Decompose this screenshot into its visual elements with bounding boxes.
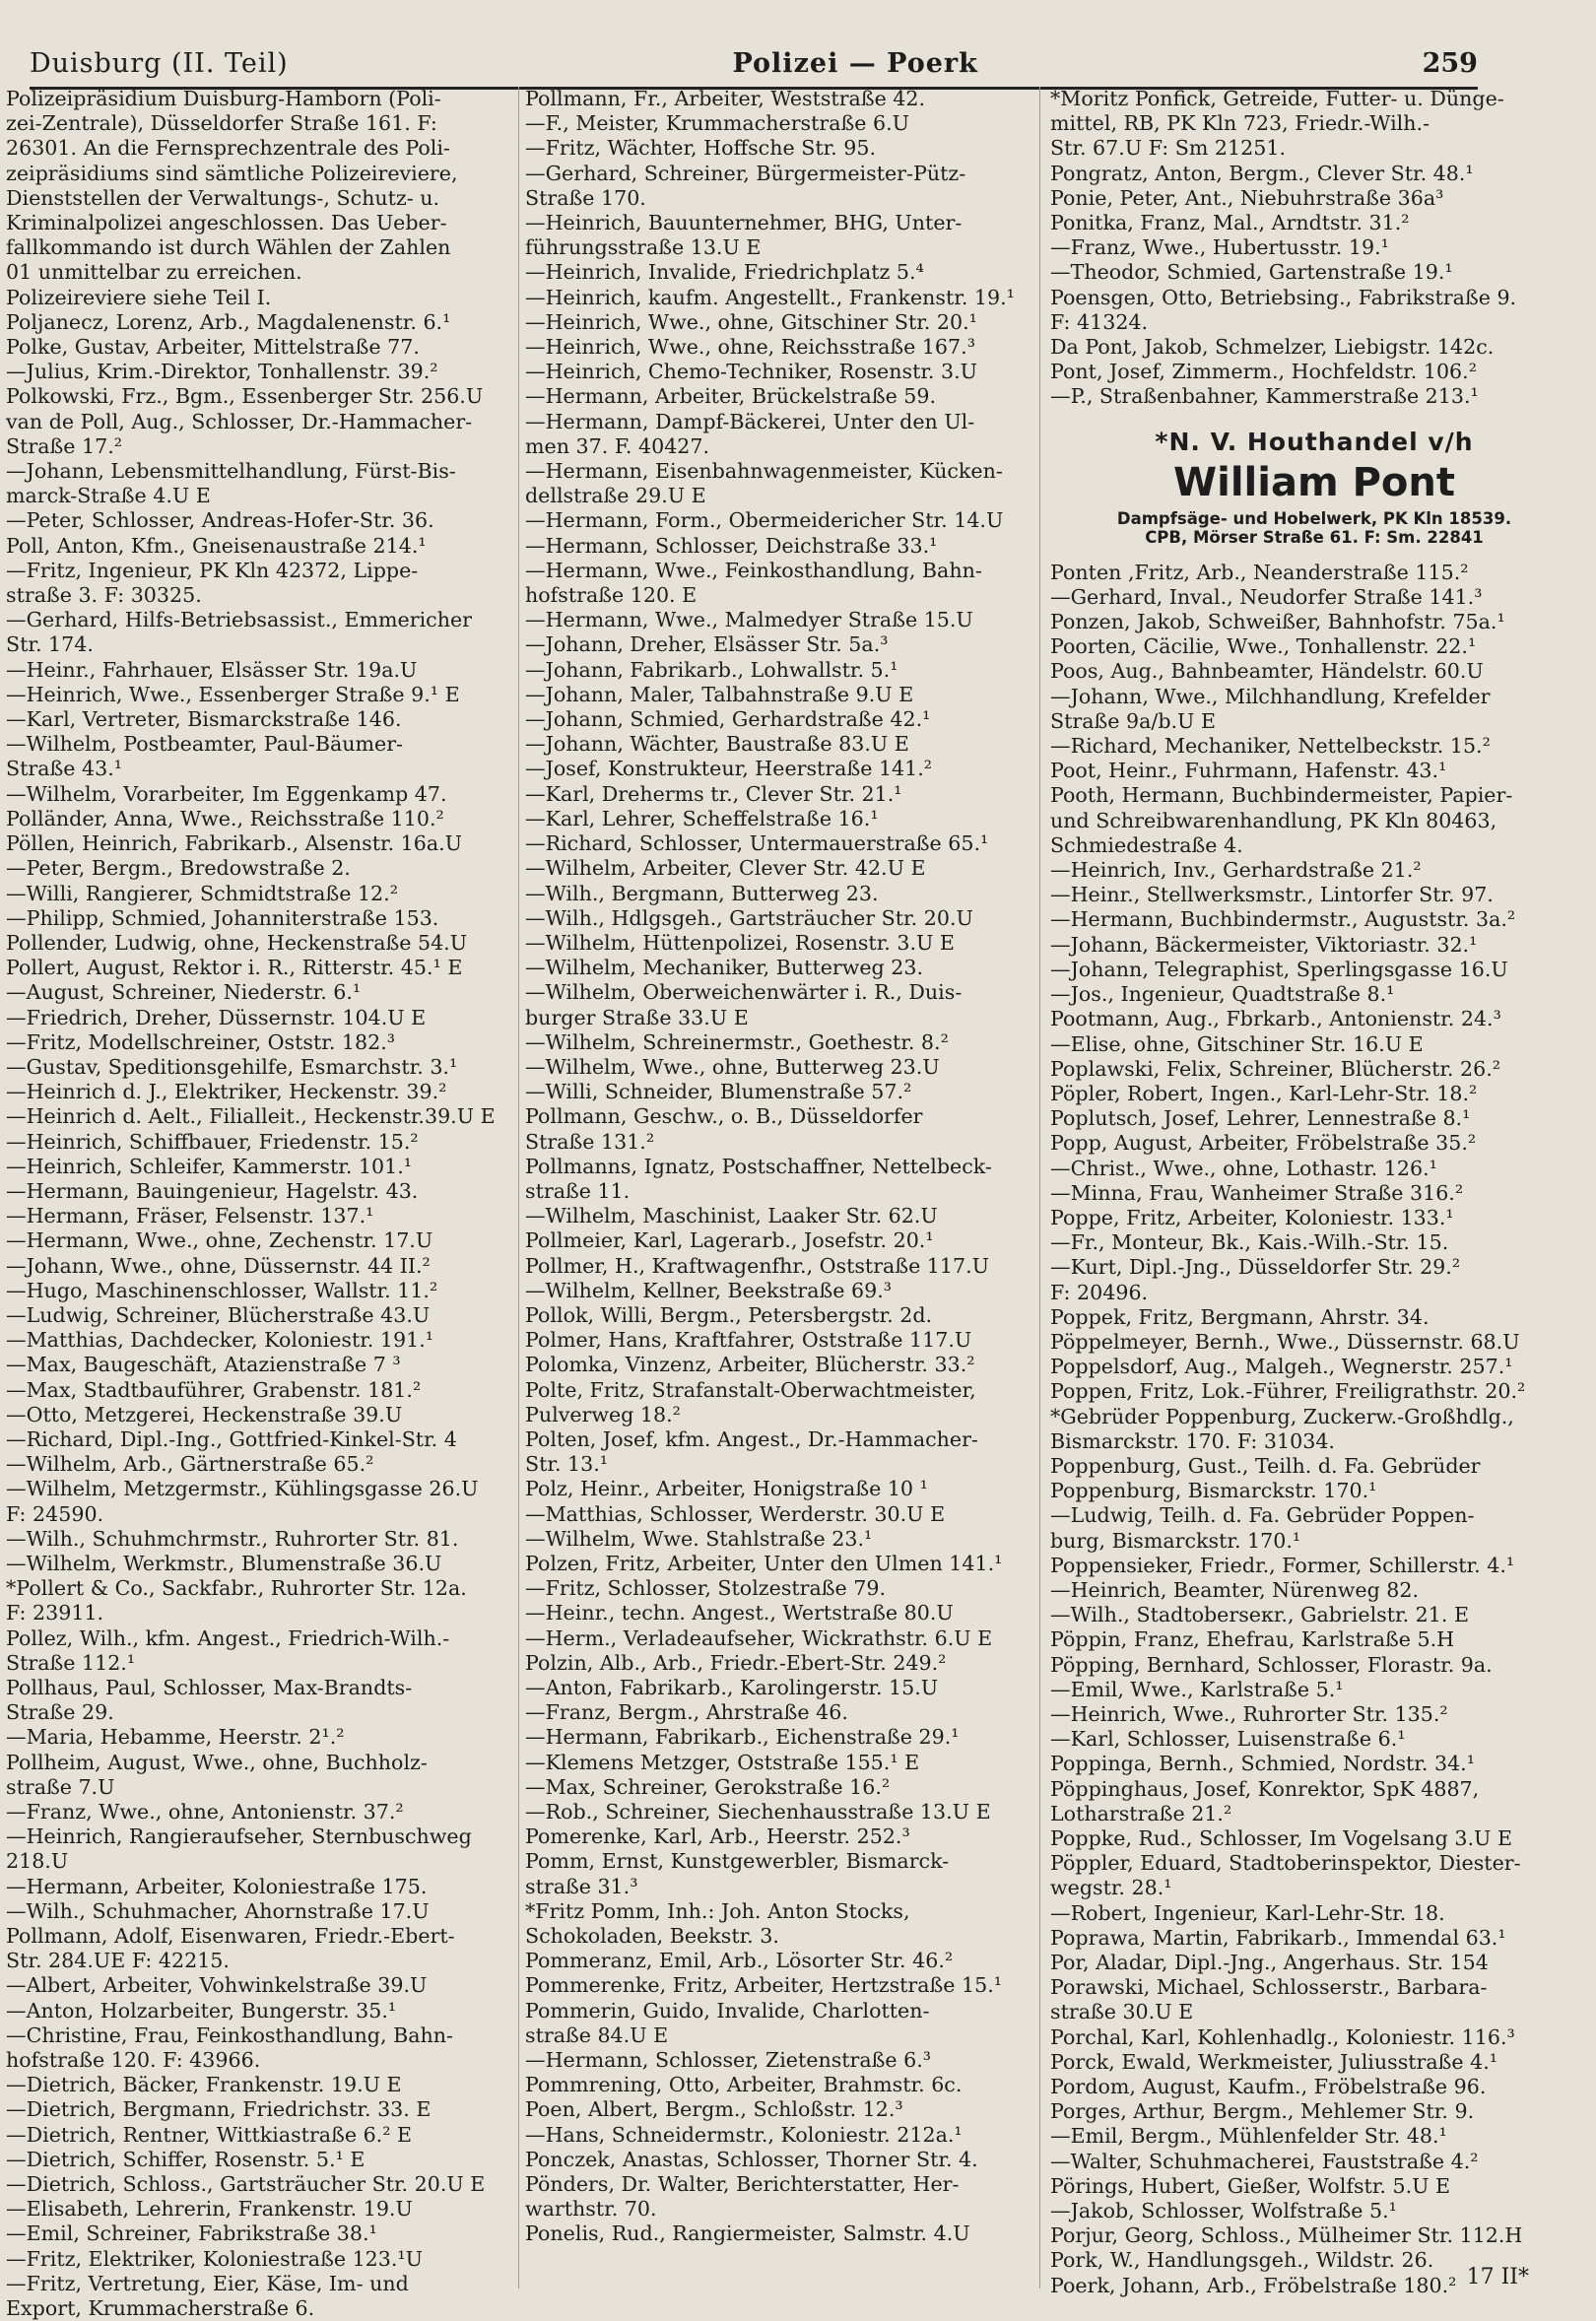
- directory-entry: Da Pont, Jakob, Schmelzer, Liebigstr. 142c.: [1050, 335, 1495, 360]
- directory-entry: —Julius, Krim.-Direktor, Tonhallenstr. 39.²: [6, 360, 438, 384]
- directory-entry: —Peter, Bergm., Bredowstraße 2.: [6, 856, 351, 881]
- directory-entry: Poppe, Fritz, Arbeiter, Koloniestr. 133.¹: [1050, 1205, 1454, 1229]
- directory-entry: —Heinrich d. Aelt., Filialleit., Heckenstr.39.U E: [6, 1104, 496, 1129]
- directory-entry: *Fritz Pomm, Inh.: Joh. Anton Stocks,: [525, 1898, 910, 1923]
- directory-entry: Pulverweg 18.²: [525, 1402, 681, 1426]
- directory-entry: —Heinrich, Wwe., Essenberger Straße 9.¹ E: [6, 682, 460, 706]
- directory-entry: Poll, Anton, Kfm., Gneisenaustraße 214.¹: [6, 533, 427, 558]
- footer-signature: 17 II*: [1466, 2265, 1529, 2289]
- directory-entry: Bismarckstr. 170. F: 31034.: [1050, 1428, 1335, 1453]
- directory-entry: —Elise, ohne, Gitschiner Str. 16.U E: [1050, 1031, 1424, 1056]
- column-right-top: [1050, 87, 1578, 410]
- directory-entry: —Ludwig, Teilh. d. Fa. Gebrüder Poppen-: [1050, 1503, 1475, 1528]
- directory-entry: Pörings, Hubert, Gießer, Wolfstr. 5.U E: [1050, 2173, 1451, 2198]
- directory-entry: Straße 17.²: [6, 433, 123, 458]
- directory-entry: Pork, W., Handlungsgeh., Wildstr. 26.: [1050, 2248, 1434, 2273]
- directory-entry: Porawski, Michael, Schlosserstr., Barbara-: [1050, 1975, 1488, 2000]
- directory-entry: —Anton, Fabrikarb., Karolingerstr. 15.U: [525, 1676, 939, 1699]
- directory-entry: —Fritz, Vertretung, Eier, Käse, Im- und: [6, 2271, 409, 2295]
- directory-entry: —Max, Schreiner, Gerokstraße 16.²: [525, 1774, 891, 1799]
- directory-entry: Poprawa, Martin, Fabrikarb., Immendal 63.¹: [1050, 1925, 1506, 1950]
- directory-entry: —Fritz, Modellschreiner, Oststr. 182.³: [6, 1029, 396, 1054]
- directory-entry: —Fritz, Schlosser, Stolzestraße 79.: [525, 1576, 887, 1601]
- directory-entry: —Wilh., Hdlgsgeh., Gartsträucher Str. 20.U: [525, 905, 973, 930]
- directory-entry: Str. 13.¹: [525, 1452, 609, 1477]
- directory-entry: Pommeranz, Emil, Arb., Lösorter Str. 46.²: [525, 1949, 954, 1973]
- directory-entry: Poensgen, Otto, Betriebsing., Fabrikstraße 9.: [1050, 285, 1517, 309]
- directory-entry: —Johann, Wwe., Milchhandlung, Krefelder: [1050, 684, 1491, 708]
- directory-entry: —Johann, Maler, Talbahnstraße 9.U E: [525, 682, 914, 706]
- directory-entry: Straße 170.: [525, 185, 646, 210]
- directory-entry: Pöpping, Bernhard, Schlosser, Florastr. 9a.: [1050, 1652, 1493, 1677]
- directory-entry: Pollender, Ludwig, ohne, Heckenstraße 54.U: [6, 930, 468, 955]
- directory-entry: —Johann, Schmied, Gerhardstraße 42.¹: [525, 707, 931, 732]
- directory-entry: —Maria, Hebamme, Heerstr. 2¹.²: [6, 1725, 345, 1750]
- directory-entry: Pollmer, H., Kraftwagenfhr., Oststraße 117.U: [525, 1253, 990, 1278]
- directory-entry: —Dietrich, Bäcker, Frankenstr. 19.U E: [6, 2073, 402, 2097]
- directory-entry: —Willi, Rangierer, Schmidtstraße 12.²: [6, 881, 398, 905]
- directory-entry: Str. 284.UE F: 42215.: [6, 1949, 230, 1973]
- directory-entry: —Wilhelm, Arb., Gärtnerstraße 65.²: [6, 1452, 374, 1477]
- directory-entry: —Hermann, Arbeiter, Koloniestraße 175.: [6, 1874, 428, 1898]
- directory-entry: —Friedrich, Dreher, Düssernstr. 104.U E: [6, 1005, 427, 1029]
- directory-entry: —Gustav, Speditionsgehilfe, Esmarchstr. 3.¹: [6, 1054, 458, 1079]
- directory-entry: —Hermann, Fräser, Felsenstr. 137.¹: [6, 1204, 374, 1228]
- directory-entry: Pootmann, Aug., Fbrkarb., Antonienstr. 24.³: [1050, 1007, 1501, 1031]
- directory-entry: wegstr. 28.¹: [1050, 1876, 1172, 1900]
- directory-entry: —Hermann, Arbeiter, Brückelstraße 59.: [525, 384, 937, 409]
- directory-entry: Polizeipräsidium Duisburg-Hamborn (Poli-: [6, 87, 441, 110]
- directory-entry: *Gebrüder Poppenburg, Zuckerw.-Großhdlg.,: [1050, 1404, 1514, 1428]
- directory-entry: —Hermann, Fabrikarb., Eichenstraße 29.¹: [525, 1725, 960, 1750]
- column-right-bottom: [1050, 561, 1578, 2298]
- directory-entry: Poerk, Johann, Arb., Fröbelstraße 180.²: [1050, 2273, 1457, 2297]
- directory-entry: Poppenburg, Bismarckstr. 170.¹: [1050, 1479, 1377, 1503]
- directory-entry: Pollheim, August, Wwe., ohne, Buchholz-: [6, 1750, 428, 1774]
- directory-entry: Pöppin, Franz, Ehefrau, Karlstraße 5.H: [1050, 1627, 1455, 1652]
- directory-entry: Popp, August, Arbeiter, Fröbelstraße 35.²: [1050, 1131, 1477, 1156]
- directory-entry: —Heinrich, Wwe., ohne, Gitschiner Str. 20.¹: [525, 309, 977, 334]
- directory-entry: Polländer, Anna, Wwe., Reichsstraße 110.²: [6, 806, 444, 830]
- directory-entry: Kriminalpolizei angeschlossen. Das Ueber-: [6, 211, 447, 235]
- directory-entry: und Schreibwarenhandlung, PK Kln 80463,: [1050, 808, 1497, 832]
- directory-entry: straße 11.: [525, 1178, 631, 1203]
- directory-entry: —Johann, Fabrikarb., Lohwallstr. 5.¹: [525, 657, 898, 682]
- directory-entry: —Wilhelm, Wwe., ohne, Butterweg 23.U: [525, 1054, 940, 1079]
- directory-entry: F: 23911.: [6, 1601, 104, 1625]
- directory-entry: F: 24590.: [6, 1501, 104, 1526]
- directory-entry: —Heinrich, Schiffbauer, Friedenstr. 15.²: [6, 1129, 419, 1154]
- ad-name: William Pont: [1173, 459, 1455, 505]
- directory-entry: Poppelsdorf, Aug., Malgeh., Wegnerstr. 257.¹: [1050, 1355, 1513, 1379]
- directory-entry: —Wilhelm, Metzgermstr., Kühlingsgasse 26.U: [6, 1477, 479, 1501]
- directory-entry: —Johann, Dreher, Elsässer Str. 5a.³: [525, 632, 889, 657]
- directory-entry: —Heinrich, Wwe., Ruhrorter Str. 135.²: [1050, 1701, 1448, 1726]
- directory-entry: —Wilhelm, Arbeiter, Clever Str. 42.U E: [525, 856, 926, 881]
- directory-entry: Poen, Albert, Bergm., Schloßstr. 12.³: [525, 2097, 903, 2122]
- directory-entry: Polmer, Hans, Kraftfahrer, Oststraße 117.U: [525, 1328, 972, 1353]
- directory-entry: —Wilh., Schuhmacher, Ahornstraße 17.U: [6, 1898, 430, 1923]
- directory-entry: —Matthias, Schlosser, Werderstr. 30.U E: [525, 1501, 946, 1526]
- directory-entry: —Hermann, Wwe., Feinkosthandlung, Bahn-: [525, 558, 982, 582]
- directory-entry: warthstr. 70.: [525, 2197, 657, 2222]
- directory-entry: —Robert, Ingenieur, Karl-Lehr-Str. 18.: [1050, 1900, 1445, 1925]
- directory-entry: —Wilhelm, Vorarbeiter, Im Eggenkamp 47.: [6, 781, 447, 806]
- directory-entry: —Emil, Schreiner, Fabrikstraße 38.¹: [6, 2222, 377, 2246]
- directory-entry: Poppinga, Bernh., Schmied, Nordstr. 34.¹: [1050, 1752, 1475, 1776]
- ad-address: CPB, Mörser Straße 61. F: Sm. 22841: [1145, 527, 1484, 547]
- directory-entry: —P., Straßenbahner, Kammerstraße 213.¹: [1050, 384, 1479, 409]
- directory-entry: —Heinrich, Rangieraufseher, Sternbuschweg: [6, 1824, 472, 1849]
- directory-entry: Poplutsch, Josef, Lehrer, Lennestraße 8.¹: [1050, 1106, 1471, 1131]
- directory-entry: —Albert, Arbeiter, Vohwinkelstraße 39.U: [6, 1973, 428, 1998]
- directory-entry: —Wilhelm, Maschinist, Laaker Str. 62.U: [525, 1204, 938, 1228]
- directory-entry: Polzen, Fritz, Arbeiter, Unter den Ulmen 141.¹: [525, 1551, 1003, 1575]
- directory-entry: Str. 174.: [6, 632, 94, 657]
- directory-entry: —Gerhard, Inval., Neudorfer Straße 141.³: [1050, 584, 1483, 609]
- directory-entry: hofstraße 120. F: 43966.: [6, 2048, 261, 2073]
- directory-entry: Porchal, Karl, Kohlenhadlg., Koloniestr. 116.³: [1050, 2024, 1515, 2049]
- directory-entry: van de Poll, Aug., Schlosser, Dr.-Hammacher-: [6, 409, 473, 433]
- directory-entry: —Fr., Monteur, Bk., Kais.-Wilh.-Str. 15.: [1050, 1230, 1449, 1255]
- directory-entry: —Hermann, Dampf-Bäckerei, Unter den Ul-: [525, 409, 975, 433]
- directory-entry: —Heinrich, kaufm. Angestellt., Frankenstr. 19.¹: [525, 285, 1015, 309]
- directory-entry: —Herm., Verladeaufseher, Wickrathstr. 6.U E: [525, 1625, 993, 1650]
- directory-entry: Polz, Heinr., Arbeiter, Honigstraße 10 ¹: [525, 1477, 928, 1501]
- directory-entry: Poppen, Fritz, Lok.-Führer, Freiligrathstr. 20.²: [1050, 1379, 1526, 1404]
- directory-entry: —Christ., Wwe., ohne, Lothastr. 126.¹: [1050, 1156, 1437, 1180]
- columns: [6, 87, 1582, 2321]
- directory-entry: —Christine, Frau, Feinkosthandlung, Bahn-: [6, 2023, 453, 2047]
- directory-entry: Pollmann, Fr., Arbeiter, Weststraße 42.: [525, 87, 926, 110]
- directory-entry: Poppensieker, Friedr., Former, Schillerstr. 4.¹: [1050, 1553, 1515, 1577]
- directory-entry: —Heinr., Stellwerksmstr., Lintorfer Str. 97.: [1050, 883, 1494, 907]
- directory-entry: men 37. F. 40427.: [525, 433, 710, 458]
- directory-entry: —Minna, Frau, Wanheimer Straße 316.²: [1050, 1180, 1464, 1205]
- advertisement: [1050, 428, 1578, 547]
- directory-entry: —Dietrich, Schloss., Gartsträucher Str. 20.U E: [6, 2172, 486, 2197]
- directory-entry: fallkommando ist durch Wählen der Zahlen: [6, 235, 451, 260]
- column-right: [1039, 87, 1578, 2297]
- directory-entry: —Hermann, Wwe., Malmedyer Straße 15.U: [525, 608, 973, 632]
- directory-entry: Ponten ,Fritz, Arb., Neanderstraße 115.²: [1050, 560, 1469, 584]
- directory-entry: Pont, Josef, Zimmerm., Hochfeldstr. 106.²: [1050, 360, 1477, 384]
- directory-entry: —Philipp, Schmied, Johanniterstraße 153.: [6, 905, 439, 930]
- directory-entry: Schokoladen, Beekstr. 3.: [525, 1924, 779, 1949]
- directory-entry: —Matthias, Dachdecker, Koloniestr. 191.¹: [6, 1328, 434, 1353]
- directory-entry: Straße 131.²: [525, 1129, 655, 1154]
- directory-entry: —Heinrich, Beamter, Nürenweg 82.: [1050, 1577, 1420, 1602]
- directory-entry: Pollmann, Adolf, Eisenwaren, Friedr.-Ebert-: [6, 1924, 455, 1949]
- directory-entry: führungsstraße 13.U E: [525, 235, 762, 260]
- directory-entry: —Otto, Metzgerei, Heckenstraße 39.U: [6, 1402, 403, 1426]
- directory-entry: Pöppler, Eduard, Stadtoberinspektor, Diester-: [1050, 1851, 1521, 1876]
- directory-entry: —Wilhelm, Wwe. Stahlstraße 23.¹: [525, 1526, 873, 1551]
- directory-entry: —Josef, Konstrukteur, Heerstraße 141.²: [525, 757, 933, 781]
- directory-entry: *Moritz Ponfick, Getreide, Futter- u. Dünge-: [1050, 87, 1504, 110]
- directory-entry: —Johann, Wächter, Baustraße 83.U E: [525, 732, 909, 757]
- directory-entry: Straße 43.¹: [6, 757, 123, 781]
- directory-entry: Pollmann, Geschw., o. B., Düsseldorfer: [525, 1104, 923, 1129]
- directory-entry: Pomerenke, Karl, Arb., Heerstr. 252.³: [525, 1824, 910, 1849]
- directory-entry: —Rob., Schreiner, Siechenhausstraße 13.U E: [525, 1800, 991, 1824]
- directory-entry: —Hans, Schneidermstr., Koloniestr. 212a.¹: [525, 2122, 963, 2147]
- directory-entry: burg, Bismarckstr. 170.¹: [1050, 1528, 1301, 1553]
- directory-entry: —Dietrich, Schiffer, Rosenstr. 5.¹ E: [6, 2147, 366, 2171]
- column-middle: [518, 87, 1039, 2288]
- directory-entry: —Fritz, Ingenieur, PK Kln 42372, Lippe-: [6, 558, 419, 582]
- directory-entry: Ponelis, Rud., Rangiermeister, Salmstr. 4.U: [525, 2222, 970, 2246]
- directory-entry: Pommerenke, Fritz, Arbeiter, Hertzstraße 15.¹: [525, 1973, 1003, 1998]
- directory-entry: —Jos., Ingenieur, Quadtstraße 8.¹: [1050, 982, 1395, 1007]
- directory-entry: —Ludwig, Schreiner, Blücherstraße 43.U: [6, 1302, 431, 1327]
- directory-entry: Porck, Ewald, Werkmeister, Juliusstraße 4.¹: [1050, 2049, 1498, 2074]
- directory-entry: straße 84.U E: [525, 2023, 669, 2047]
- directory-entry: Poplawski, Felix, Schreiner, Blücherstr. 26.²: [1050, 1056, 1501, 1081]
- directory-entry: —Wilhelm, Hüttenpolizei, Rosenstr. 3.U E: [525, 930, 955, 955]
- directory-entry: —Richard, Dipl.-Ing., Gottfried-Kinkel-Str. 4: [6, 1426, 457, 1451]
- directory-entry: Dienststellen der Verwaltungs-, Schutz- u.: [6, 185, 440, 210]
- directory-entry: Pollez, Wilh., kfm. Angest., Friedrich-Wilh.-: [6, 1625, 450, 1650]
- directory-entry: Pommrening, Otto, Arbeiter, Brahmstr. 6c.: [525, 2073, 963, 2097]
- directory-entry: hofstraße 120. E: [525, 583, 698, 608]
- directory-entry: —Franz, Wwe., Hubertusstr. 19.¹: [1050, 235, 1389, 260]
- directory-entry: Pongratz, Anton, Bergm., Clever Str. 48.¹: [1050, 161, 1474, 185]
- directory-entry: Pollert, August, Rektor i. R., Ritterstr. 45.¹ E: [6, 956, 463, 980]
- header-city: Duisburg (II. Teil): [30, 47, 289, 79]
- directory-entry: —Max, Stadtbauführer, Grabenstr. 181.²: [6, 1377, 422, 1402]
- directory-entry: Poppke, Rud., Schlosser, Im Vogelsang 3.U E: [1050, 1826, 1512, 1850]
- directory-entry: —August, Schreiner, Niederstr. 6.¹: [6, 980, 362, 1005]
- directory-entry: —Franz, Wwe., ohne, Antonienstr. 37.²: [6, 1800, 404, 1824]
- directory-entry: Straße 112.¹: [6, 1650, 136, 1675]
- directory-entry: —Hermann, Bauingenieur, Hagelstr. 43.: [6, 1178, 419, 1203]
- directory-entry: —Heinrich d. J., Elektriker, Heckenstr. 39.²: [6, 1080, 447, 1104]
- directory-entry: —Karl, Vertreter, Bismarckstraße 146.: [6, 707, 402, 732]
- directory-entry: Poljanecz, Lorenz, Arb., Magdalenenstr. 6.¹: [6, 309, 451, 334]
- directory-entry: Str. 67.U F: Sm 21251.: [1050, 136, 1286, 161]
- directory-entry: —Jakob, Schlosser, Wolfstraße 5.¹: [1050, 2199, 1397, 2223]
- directory-entry: —Hermann, Schlosser, Zietenstraße 6.³: [525, 2048, 932, 2073]
- directory-entry: Ponitka, Franz, Mal., Arndtstr. 31.²: [1050, 211, 1410, 235]
- directory-entry: burger Straße 33.U E: [525, 1005, 749, 1029]
- directory-entry: —Heinr., Fahrhauer, Elsässer Str. 19a.U: [6, 657, 418, 682]
- directory-entry: —Fritz, Wächter, Hoffsche Str. 95.: [525, 136, 877, 161]
- directory-entry: straße 31.³: [525, 1874, 638, 1898]
- directory-entry: —Richard, Mechaniker, Nettelbeckstr. 15.²: [1050, 734, 1491, 759]
- directory-entry: Lotharstraße 21.²: [1050, 1801, 1232, 1825]
- directory-entry: Poppek, Fritz, Bergmann, Ahrstr. 34.: [1050, 1304, 1430, 1329]
- directory-entry: —Gerhard, Hilfs-Betriebsassist., Emmericher: [6, 608, 473, 632]
- directory-entry: 218.U: [6, 1849, 69, 1874]
- directory-entry: —Emil, Wwe., Karlstraße 5.¹: [1050, 1677, 1344, 1701]
- directory-entry: —Emil, Bergm., Mühlenfelder Str. 48.¹: [1050, 2124, 1447, 2149]
- directory-entry: marck-Straße 4.U E: [6, 484, 211, 508]
- directory-entry: Pollmeier, Karl, Lagerarb., Josefstr. 20.¹: [525, 1228, 934, 1253]
- directory-entry: —Hermann, Eisenbahnwagenmeister, Kücken-: [525, 459, 1003, 484]
- directory-entry: —Wilhelm, Schreinermstr., Goethestr. 8.²: [525, 1029, 949, 1054]
- directory-entry: —Wilh., Bergmann, Butterweg 23.: [525, 881, 879, 905]
- directory-entry: —Karl, Lehrer, Scheffelstraße 16.¹: [525, 806, 879, 830]
- directory-entry: —Heinrich, Bauunternehmer, BHG, Unter-: [525, 211, 963, 235]
- directory-entry: Pollmanns, Ignatz, Postschaffner, Nettelbeck-: [525, 1154, 992, 1178]
- directory-entry: Polkowski, Frz., Bgm., Essenberger Str. 256.U: [6, 384, 484, 409]
- directory-entry: Ponie, Peter, Ant., Niebuhrstraße 36a³: [1050, 185, 1444, 210]
- directory-entry: —Johann, Telegraphist, Sperlingsgasse 16.U: [1050, 957, 1508, 981]
- directory-entry: —Anton, Holzarbeiter, Bungerstr. 35.¹: [6, 1998, 397, 2023]
- directory-entry: Ponzen, Jakob, Schweißer, Bahnhofstr. 75a.¹: [1050, 610, 1505, 634]
- directory-entry: —Franz, Bergm., Ahrstraße 46.: [525, 1700, 848, 1725]
- directory-entry: —Heinrich, Inv., Gerhardstraße 21.²: [1050, 858, 1422, 883]
- directory-entry: dellstraße 29.U E: [525, 484, 706, 508]
- directory-entry: —Theodor, Schmied, Gartenstraße 19.¹: [1050, 260, 1453, 285]
- directory-entry: —Wilhelm, Postbeamter, Paul-Bäumer-: [6, 732, 404, 757]
- directory-entry: —Heinr., techn. Angest., Wertstraße 80.U: [525, 1601, 954, 1625]
- directory-entry: Pollok, Willi, Bergm., Petersbergstr. 2d.: [525, 1302, 933, 1327]
- directory-entry: Straße 29.: [6, 1700, 114, 1725]
- directory-entry: —Heinrich, Invalide, Friedrichplatz 5.⁴: [525, 260, 924, 285]
- directory-entry: —F., Meister, Krummacherstraße 6.U: [525, 111, 909, 136]
- directory-entry: —Heinrich, Chemo-Techniker, Rosenstr. 3.U: [525, 360, 978, 384]
- directory-entry: —Fritz, Elektriker, Koloniestraße 123.¹U: [6, 2246, 424, 2271]
- directory-entry: —Peter, Schlosser, Andreas-Hofer-Str. 36.: [6, 508, 434, 533]
- directory-entry: —Johann, Lebensmittelhandlung, Fürst-Bis-: [6, 459, 456, 484]
- directory-entry: F: 41324.: [1050, 309, 1149, 334]
- directory-entry: Pooth, Hermann, Buchbindermeister, Papier-: [1050, 783, 1513, 808]
- column-left: [6, 87, 518, 2321]
- directory-entry: F: 20496.: [1050, 1280, 1149, 1304]
- directory-entry: Pöppelmeyer, Bernh., Wwe., Düssernstr. 68.U: [1050, 1329, 1520, 1354]
- directory-entry: Pordom, August, Kaufm., Fröbelstraße 96.: [1050, 2075, 1487, 2099]
- directory-entry: Pommerin, Guido, Invalide, Charlotten-: [525, 1998, 930, 2023]
- directory-entry: —Hermann, Buchbindermstr., Auguststr. 3a.²: [1050, 907, 1516, 932]
- directory-entry: —Walter, Schuhmacherei, Fauststraße 4.²: [1050, 2149, 1479, 2173]
- directory-entry: Polte, Fritz, Strafanstalt-Oberwachtmeister,: [525, 1377, 976, 1402]
- directory-entry: —Hermann, Form., Obermeidericher Str. 14.U: [525, 508, 1004, 533]
- directory-entry: Por, Aladar, Dipl.-Jng., Angerhaus. Str. 154: [1050, 1951, 1489, 1975]
- ad-company: *N. V. Houthandel v/h: [1155, 427, 1474, 456]
- directory-entry: Pöpler, Robert, Ingen., Karl-Lehr-Str. 18.²: [1050, 1081, 1478, 1105]
- directory-entry: —Johann, Wwe., ohne, Düssernstr. 44 II.²: [6, 1253, 431, 1278]
- directory-entry: straße 30.U E: [1050, 2000, 1194, 2024]
- directory-entry: —Wilhelm, Mechaniker, Butterweg 23.: [525, 956, 924, 980]
- directory-entry: —Richard, Schlosser, Untermauerstraße 65.¹: [525, 831, 989, 856]
- directory-entry: Polke, Gustav, Arbeiter, Mittelstraße 77.: [6, 335, 420, 360]
- ad-business: Dampfsäge- und Hobelwerk, PK Kln 18539.: [1116, 508, 1512, 528]
- directory-entry: Schmiedestraße 4.: [1050, 832, 1243, 857]
- directory-entry: —Heinrich, Wwe., ohne, Reichsstraße 167.³: [525, 335, 975, 360]
- directory-entry: —Gerhard, Schreiner, Bürgermeister-Pütz-: [525, 161, 966, 185]
- directory-entry: Poppenburg, Gust., Teilh. d. Fa. Gebrüder: [1050, 1453, 1481, 1478]
- directory-entry: 26301. An die Fernsprechzentrale des Poli-: [6, 136, 450, 161]
- directory-entry: —Willi, Schneider, Blumenstraße 57.²: [525, 1080, 912, 1104]
- page-number: 259: [1422, 47, 1478, 79]
- directory-entry: Polten, Josef, kfm. Angest., Dr.-Hammacher-: [525, 1426, 978, 1451]
- page-header: [30, 39, 1478, 90]
- directory-entry: Porges, Arthur, Bergm., Mehlemer Str. 9.: [1050, 2099, 1475, 2124]
- directory-entry: *Pollert & Co., Sackfabr., Ruhrorter Str. 12a.: [6, 1576, 467, 1601]
- directory-entry: Pomm, Ernst, Kunstgewerbler, Bismarck-: [525, 1849, 950, 1874]
- directory-entry: —Dietrich, Bergmann, Friedrichstr. 33. E: [6, 2097, 432, 2122]
- directory-entry: Pönders, Dr. Walter, Berichterstatter, Her-: [525, 2172, 960, 2197]
- directory-entry: Polomka, Vinzenz, Arbeiter, Blücherstr. 33.²: [525, 1353, 975, 1377]
- directory-entry: —Wilh., Schuhmchrmstr., Ruhrorter Str. 81.: [6, 1526, 459, 1551]
- directory-entry: —Heinrich, Schleifer, Kammerstr. 101.¹: [6, 1154, 413, 1178]
- directory-entry: —Kurt, Dipl.-Jng., Düsseldorfer Str. 29.²: [1050, 1255, 1461, 1280]
- header-range: Polizei — Poerk: [732, 47, 978, 79]
- directory-entry: —Wilhelm, Werkmstr., Blumenstraße 36.U: [6, 1551, 442, 1575]
- directory-entry: Porjur, Georg, Schloss., Mülheimer Str. 112.H: [1050, 2223, 1523, 2248]
- directory-entry: Polizeireviere siehe Teil I.: [6, 285, 272, 309]
- directory-entry: —Hermann, Schlosser, Deichstraße 33.¹: [525, 533, 938, 558]
- directory-entry: —Wilhelm, Kellner, Beekstraße 69.³: [525, 1278, 892, 1302]
- directory-entry: Export, Krummacherstraße 6.: [6, 2296, 315, 2321]
- directory-entry: Poos, Aug., Bahnbeamter, Händelstr. 60.U: [1050, 659, 1484, 684]
- directory-entry: straße 7.U: [6, 1774, 115, 1799]
- directory-entry: 01 unmittelbar zu erreichen.: [6, 260, 302, 285]
- directory-entry: —Karl, Dreherms tr., Clever Str. 21.¹: [525, 781, 902, 806]
- directory-entry: —Wilh., Stadtoberseкr., Gabrielstr. 21. E: [1050, 1603, 1470, 1627]
- directory-entry: Pöllen, Heinrich, Fabrikarb., Alsenstr. 16a.U: [6, 831, 463, 856]
- directory-entry: Polzin, Alb., Arb., Friedr.-Ebert-Str. 249.²: [525, 1650, 947, 1675]
- directory-entry: Poorten, Cäcilie, Wwe., Tonhallenstr. 22.¹: [1050, 634, 1477, 659]
- directory-entry: —Elisabeth, Lehrerin, Frankenstr. 19.U: [6, 2197, 413, 2222]
- directory-entry: Ponczek, Anastas, Schlosser, Thorner Str. 4.: [525, 2147, 978, 2171]
- directory-entry: —Johann, Bäckermeister, Viktoriastr. 32.¹: [1050, 932, 1478, 957]
- directory-entry: mittel, RB, PK Kln 723, Friedr.-Wilh.-: [1050, 111, 1430, 136]
- directory-entry: zei-Zentrale), Düsseldorfer Straße 161. F:: [6, 111, 437, 136]
- directory-entry: —Max, Baugeschäft, Atazienstraße 7 ³: [6, 1353, 401, 1377]
- directory-entry: —Hermann, Wwe., ohne, Zechenstr. 17.U: [6, 1228, 433, 1253]
- directory-entry: —Dietrich, Rentner, Wittkiastraße 6.² E: [6, 2122, 413, 2147]
- directory-entry: —Wilhelm, Oberweichenwärter i. R., Duis-: [525, 980, 963, 1005]
- directory-entry: Pöppinghaus, Josef, Konrektor, SpK 4887,: [1050, 1776, 1480, 1801]
- directory-entry: zeipräsidiums sind sämtliche Polizeireviere,: [6, 161, 458, 185]
- directory-entry: —Karl, Schlosser, Luisenstraße 6.¹: [1050, 1727, 1406, 1752]
- directory-entry: straße 3. F: 30325.: [6, 583, 202, 608]
- directory-entry: —Klemens Metzger, Oststraße 155.¹ E: [525, 1750, 920, 1774]
- directory-entry: Poot, Heinr., Fuhrmann, Hafenstr. 43.¹: [1050, 759, 1447, 783]
- directory-entry: —Hugo, Maschinenschlosser, Wallstr. 11.²: [6, 1278, 438, 1302]
- directory-entry: Pollhaus, Paul, Schlosser, Max-Brandts-: [6, 1676, 413, 1699]
- directory-entry: Straße 9a/b.U E: [1050, 708, 1216, 733]
